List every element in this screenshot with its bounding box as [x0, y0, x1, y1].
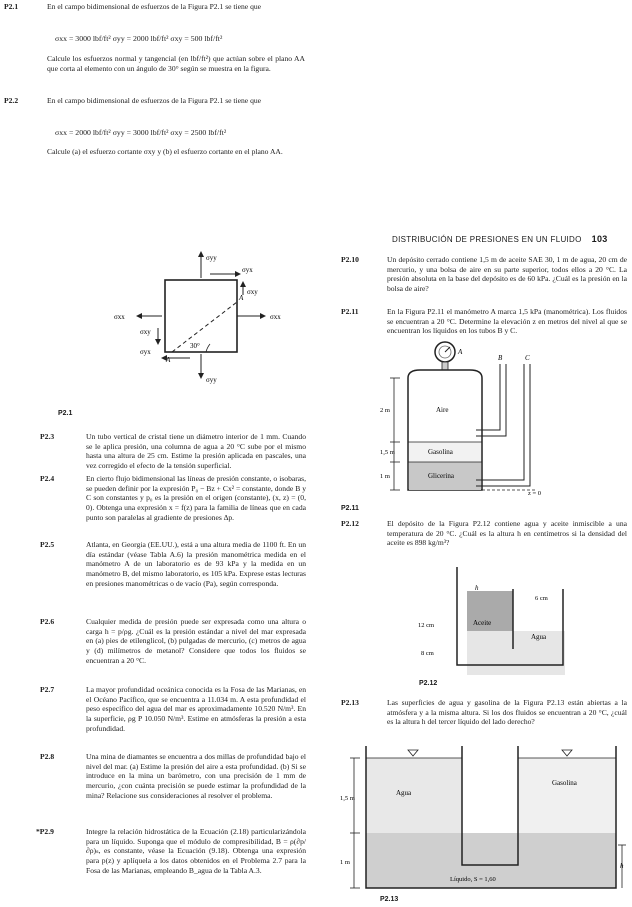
figure-caption: P2.13	[380, 896, 399, 903]
page-number: 103	[591, 234, 608, 244]
label-liquid: Líquido, S = 1,60	[450, 876, 496, 883]
problem-body: Calcule los esfuerzos normal y tangencial (en lbf/ft²) que actúan sobre el plano AA que corta al elemento con un ángulo de 30° según se muestra en la figura.	[47, 54, 305, 73]
label-gauge: A	[458, 348, 463, 356]
header-title: DISTRIBUCIÓN DE PRESIONES EN UN FLUIDO	[392, 235, 582, 244]
label-angle: 30°	[190, 342, 200, 350]
problem-text: En la Figura P2.11 el manómetro A marca 1,5 kPa (manométrica). Los fluidos se encuentran a 20 °C. Determine la elevación z en metros del nivel al que se encuentran los líquidos en los tubos B y C.	[387, 307, 627, 336]
problem-body: Calcule (a) el esfuerzo cortante σxy y (b) el esfuerzo cortante en el plano AA.	[47, 147, 283, 156]
problem-number: P2.1	[4, 2, 19, 11]
problem-text: Cualquier medida de presión puede ser expresada como una altura o carga h = p/ρg. ¿Cuál es la presión estándar a nivel del mar expresada en (a) pies de etilenglicol, (b) pulgadas de mercurio, (c) metros de agua y (d) milímetros de metanol? Considere que todos los fluidos se encuentran a 20 °C.	[86, 617, 306, 665]
label-gasoline: Gasolina	[428, 448, 453, 456]
label-water: Agua	[531, 633, 547, 641]
label-oil: Aceite	[473, 619, 492, 627]
problem-text: Integre la relación hidrostática de la Ecuación (2.18) particularizándola para un líquido. Suponga que el módulo de compresibilidad, B = ρ(∂p/∂ρ)ₛ, es constante, véase la Ecuación (9.18). Obtenga una expresión para p(z) y aplíquela a los datos obtenidos en el Problema 2.7 para la Fosa de las Marianas, empleando B_agua de la Tabla A.3.	[86, 827, 306, 875]
label-12cm: 12 cm	[418, 622, 435, 629]
label-sxy: σxy	[247, 288, 258, 296]
problem-number: P2.7	[40, 685, 55, 694]
label-water: Agua	[396, 789, 412, 797]
problem-number: P2.5	[40, 540, 55, 549]
problem-intro: En el campo bidimensional de esfuerzos de la Figura P2.1 se tiene que	[47, 96, 262, 105]
label-sxy-left: σxy	[140, 328, 151, 336]
figure-caption: P2.11	[341, 505, 359, 512]
problem-text: El depósito de la Figura P2.12 contiene agua y aceite inmiscible a una temperatura de 20 °C. ¿Cuál es la altura h en centímetros si la densidad del aceite es 898 kg/m³?	[387, 519, 627, 548]
label-glycerin: Glicerina	[428, 472, 455, 480]
label-dim-1m: 1 m	[380, 473, 390, 480]
label-plane-a2: A	[166, 356, 171, 364]
figure-p2-11	[380, 340, 550, 505]
problem-number: P2.6	[40, 617, 55, 626]
label-datum: z = 0	[528, 490, 542, 497]
problem-number: P2.8	[40, 752, 55, 761]
problem-text: Una mina de diamantes se encuentra a dos millas de profundidad bajo el nivel del mar. (a) Estime la presión del aire a esta profundidad. (b) Si se introduce en la mina un barómetro, con una precisión de 1 mm de mercurio, ¿con cuánta precisión se puede estimar la profundidad de la mina? Relacione sus consideraciones al resolver el problema.	[86, 752, 306, 800]
problem-number: P2.3	[40, 432, 55, 441]
running-header	[392, 234, 608, 246]
stress-formula: σxx = 2000 lbf/ft² σyy = 3000 lbf/ft² σxy = 2500 lbf/ft²	[55, 128, 227, 137]
problem-number: P2.2	[4, 96, 19, 105]
figure-caption: P2.12	[419, 680, 438, 687]
figure-p2-12	[415, 555, 565, 675]
figure-p2-1	[110, 250, 310, 400]
problem-text: Un depósito cerrado contiene 1,5 m de aceite SAE 30, 1 m de agua, 20 cm de mercurio, y una bolsa de aire en su parte superior, todos ellos a 20 °C. La presión absoluta en la base del depósito es de 60 kPa. ¿Cuál es la presión en la bolsa de aire?	[387, 255, 627, 294]
label-sxx-right: σxx	[270, 313, 281, 321]
problem-text: Las superficies de agua y gasolina de la Figura P2.13 están abiertas a la atmósfera y a la misma altura. Si los dos fluidos se encuentran a 20 °C, ¿cuál es la altura h del tercer líquido del lado derecho?	[387, 698, 627, 727]
problem-intro: En el campo bidimensional de esfuerzos de la Figura P2.1 se tiene que	[47, 2, 262, 11]
figure-caption: P2.1	[58, 410, 73, 417]
label-syx-bottom: σyx	[140, 348, 151, 356]
problem-number: *P2.9	[36, 827, 54, 836]
problem-number: P2.4	[40, 474, 55, 483]
label-sxx-left: σxx	[114, 313, 125, 321]
problem-number: P2.13	[341, 698, 359, 707]
problem-number: P2.10	[341, 255, 359, 264]
label-gasoline: Gasolina	[552, 779, 577, 787]
label-dim-15m: 1,5 m	[380, 449, 395, 456]
problem-text: Un tubo vertical de cristal tiene un diámetro interior de 1 mm. Cuando se le aplica presión, una columna de agua a 20 °C sube por el mismo hasta una altura de 25 cm. Estime la presión aplicada en pascales, una vez corregido el efecto de la tensión superficial.	[86, 432, 306, 471]
label-tube-c: C	[525, 354, 530, 362]
label-syy-top: σyy	[206, 254, 217, 262]
label-h: h	[620, 862, 624, 870]
problem-text: La mayor profundidad oceánica conocida es la Fosa de las Marianas, en el Océano Pacífico, que se encuentra a 11.034 m. A esta profundidad el peso específico del agua del mar es aproximadamente 10.520 N/m³. En la superficie, ρg P 10.050 N/m³. Estime en atmósferas la presión a esta profundidad.	[86, 685, 306, 733]
label-15m: 1,5 m	[340, 795, 355, 802]
label-tube-b: B	[498, 354, 503, 362]
label-h: h	[475, 584, 479, 592]
stress-formula: σxx = 3000 lbf/ft² σyy = 2000 lbf/ft² σxy = 500 lbf/ft²	[55, 34, 223, 43]
figure-p2-13	[340, 740, 630, 895]
problem-number: P2.11	[341, 307, 359, 316]
label-air: Aire	[436, 406, 449, 414]
label-1m: 1 m	[340, 859, 350, 866]
label-syx: σyx	[242, 266, 253, 274]
label-plane-a1: A	[239, 294, 244, 302]
problem-text: En cierto flujo bidimensional las líneas de presión constante, o isobaras, se pueden definir por la expresión P₀ − Bz + Cx² = constante, donde B y C son constantes y p₀ es la presión en el origen (constante), (x, z) = (0, 0). Obtenga una expresión x = f(z) para la familia de líneas que en cada punto son paralelas al gradiente de presiones ∆p.	[86, 474, 306, 522]
label-6cm: 6 cm	[535, 595, 548, 602]
label-syy-bottom: σyy	[206, 376, 217, 384]
problem-text: Atlanta, en Georgia (EE.UU.), está a una altura media de 1100 ft. En un día estándar (véase Tabla A.6) la presión manométrica medida en el manómetro A de un laboratorio es de 93 kPa y la medida en un manómetro B, del mismo laboratorio, es 105 kPa. Exprese estas lecturas en presiones manométricas o de vacío (Pa), según corresponda.	[86, 540, 306, 588]
label-8cm: 8 cm	[421, 650, 434, 657]
problem-number: P2.12	[341, 519, 359, 528]
label-dim-2m: 2 m	[380, 407, 390, 414]
